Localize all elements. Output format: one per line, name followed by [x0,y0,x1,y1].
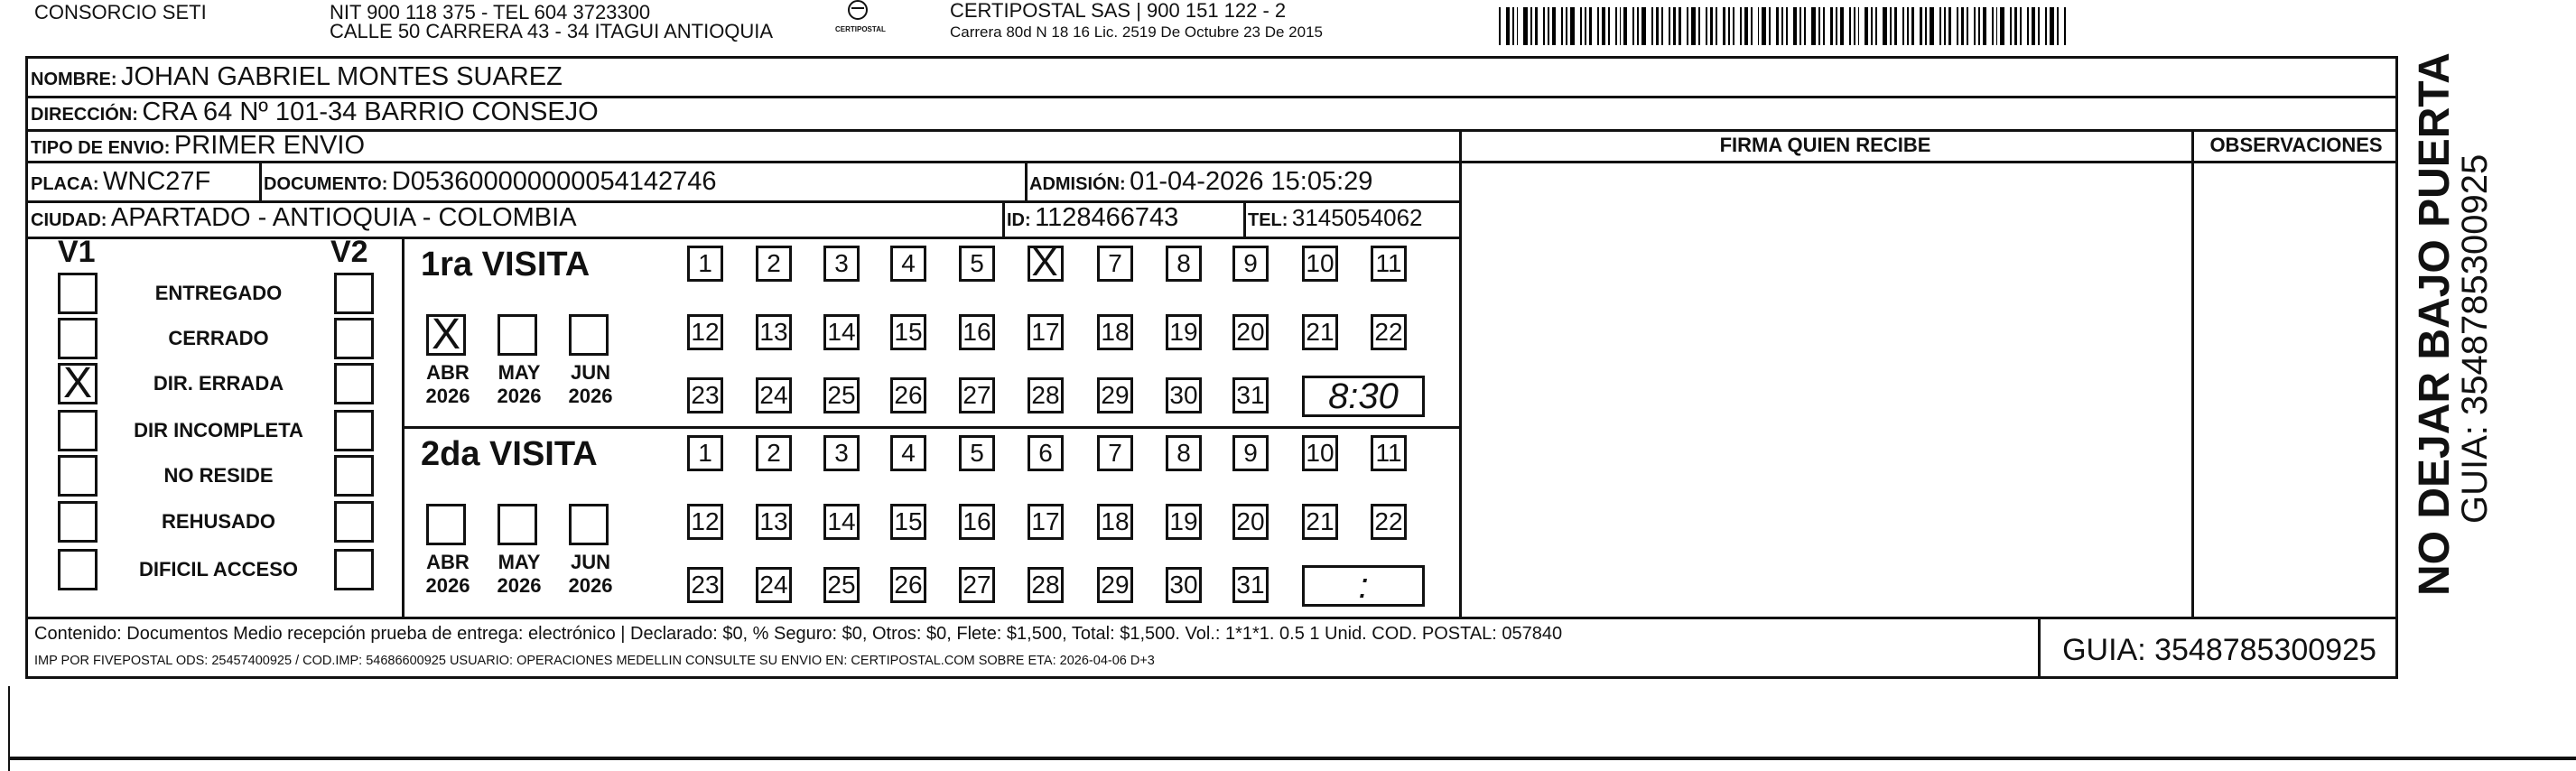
day-box[interactable] [890,504,926,540]
day-number: 25 [827,381,856,409]
status-label: DIFICIL ACCESO [138,558,298,581]
field-tipo-envio [31,130,365,165]
month-year: 2026 [425,574,470,597]
day-box[interactable] [1302,504,1338,540]
status-label: CERRADO [168,327,269,349]
v1-header: V1 [58,235,96,269]
day-number: 5 [970,439,984,467]
side-warning: NO DEJAR BAJO PUERTA [2411,52,2459,596]
day-box[interactable] [756,314,792,350]
day-number: 3 [834,439,849,467]
day-box[interactable] [959,314,995,350]
day-number: 1 [698,249,712,277]
day-number: 20 [1236,507,1265,535]
day-box[interactable] [1371,435,1407,471]
day-number: 25 [827,571,856,599]
day-box[interactable] [1028,240,1064,284]
day-number: 27 [963,571,991,599]
day-box[interactable] [1166,246,1202,282]
tel-value: 3145054062 [1291,204,1423,231]
v2-checkbox[interactable] [334,273,374,314]
field-direccion [31,97,599,132]
day-number: 8 [1176,439,1191,467]
v1-checkbox[interactable] [58,359,98,407]
day-box[interactable] [756,435,792,471]
day-number: 4 [901,439,916,467]
day-box[interactable] [1097,377,1133,413]
day-box[interactable] [1232,246,1269,282]
ciudad-label: CIUDAD: [31,210,107,230]
day-box[interactable] [959,504,995,540]
day-box[interactable] [687,377,723,413]
status-label: ENTREGADO [154,282,283,304]
v2-checkbox[interactable] [334,318,374,359]
day-number: 23 [691,571,720,599]
day-box[interactable] [1232,435,1269,471]
tel-label: TEL: [1248,210,1288,230]
day-number: 15 [894,507,923,535]
day-number: 21 [1306,318,1334,346]
footer-contents: Contenido: Documentos Medio recepción prueba de entrega: electrónico | Declarado: $0, % Seguro: $0, Otros: $0, Flete: $1,500, Total: $1,500. Vol.: 1*1*1. 0.5 1 Unid. COD. POSTAL: 057840 [34,624,1563,644]
v1-checkbox[interactable] [58,273,98,314]
nombre-label: NOMBRE: [31,70,117,89]
field-nombre [31,61,563,97]
month-checkbox[interactable] [498,504,537,545]
day-box[interactable] [687,435,723,471]
day-number: 16 [963,507,991,535]
day-box[interactable] [823,246,860,282]
v1-checkbox[interactable] [58,455,98,497]
day-number: 12 [691,318,720,346]
day-number: 12 [691,507,720,535]
day-number: 28 [1031,381,1060,409]
day-number: 21 [1306,507,1334,535]
field-admision [1029,166,1372,201]
day-number: 27 [963,381,991,409]
v2-checkbox[interactable] [334,549,374,590]
month-label [563,361,618,408]
id-label: ID: [1007,210,1031,230]
month-check-mark: X [431,311,460,358]
logo-text: CERTIPOSTAL [835,25,886,33]
v1-check-mark: X [62,359,92,407]
day-box[interactable] [890,377,926,413]
v2-checkbox[interactable] [334,455,374,497]
month-year: 2026 [497,574,542,597]
ciudad-value: APARTADO - ANTIOQUIA - COLOMBIA [110,203,577,232]
day-box[interactable] [1097,314,1133,350]
day-number: 1 [698,439,712,467]
day-box[interactable] [959,377,995,413]
day-box[interactable] [823,435,860,471]
day-box[interactable] [890,435,926,471]
day-box[interactable] [1097,567,1133,603]
day-number: 22 [1374,507,1403,535]
field-placa [31,166,210,201]
day-number: 29 [1101,571,1130,599]
day-number: 31 [1236,571,1265,599]
day-number: 18 [1101,318,1130,346]
day-number: 9 [1243,439,1258,467]
day-box[interactable] [823,377,860,413]
day-number: 11 [1375,439,1402,467]
day-box[interactable] [959,567,995,603]
day-box[interactable] [1232,314,1269,350]
day-number: 18 [1101,507,1130,535]
v2-checkbox[interactable] [334,410,374,451]
day-box[interactable] [890,246,926,282]
footer-guia: GUIA: 3548785300925 [2062,633,2376,667]
day-box[interactable] [1028,435,1064,471]
day-number: 28 [1031,571,1060,599]
day-number: 7 [1108,249,1122,277]
v2-header: V2 [330,235,368,269]
field-id [1007,202,1178,237]
day-box[interactable] [823,567,860,603]
side-guia: GUIA: 3548785300925 [2455,153,2495,524]
day-box[interactable] [1232,567,1269,603]
day-number: 13 [759,507,788,535]
month-label [492,361,546,408]
month-checkbox[interactable] [498,314,537,356]
status-label: DIR INCOMPLETA [134,419,303,441]
visit-title: 1ra VISITA [421,246,591,283]
day-box[interactable] [890,567,926,603]
day-number: 19 [1169,507,1198,535]
day-box[interactable] [687,567,723,603]
day-box[interactable] [823,504,860,540]
day-number: 24 [759,571,788,599]
day-box[interactable] [1371,246,1407,282]
day-number: 10 [1306,439,1334,467]
day-number: 22 [1374,318,1403,346]
company-name: CONSORCIO SETI [34,1,207,23]
status-label: DIR. ERRADA [153,372,284,395]
v2-checkbox[interactable] [334,363,374,404]
day-number: 19 [1169,318,1198,346]
status-label: NO RESIDE [163,464,274,487]
field-ciudad [31,202,577,237]
company-nit: NIT 900 118 375 - TEL 604 3723300 [330,1,651,23]
day-number: 7 [1108,439,1122,467]
month-checkbox[interactable] [569,504,609,545]
id-value: 1128466743 [1035,203,1179,232]
field-tel [1248,202,1423,237]
day-box[interactable] [1028,377,1064,413]
day-box[interactable] [1302,314,1338,350]
day-number: 5 [970,249,984,277]
v2-checkbox[interactable] [334,501,374,543]
barcode [1499,7,2221,47]
day-box[interactable] [1302,246,1338,282]
tipo-value: PRIMER ENVIO [173,131,366,160]
day-number: 2 [767,439,781,467]
day-number: 6 [1038,439,1053,467]
day-box[interactable] [1232,377,1269,413]
nombre-value: JOHAN GABRIEL MONTES SUAREZ [121,62,563,91]
observaciones-header: OBSERVACIONES [2209,134,2383,156]
day-box[interactable] [1166,314,1202,350]
v1-checkbox[interactable] [58,549,98,590]
month-year: 2026 [568,385,613,407]
day-box[interactable] [756,377,792,413]
month-label [421,361,475,408]
month-year: 2026 [425,385,470,407]
day-box[interactable] [1166,435,1202,471]
v1-checkbox[interactable] [58,410,98,451]
month-name: MAY [498,551,541,573]
month-year: 2026 [568,574,613,597]
placa-value: WNC27F [103,167,211,196]
day-number: 4 [901,249,916,277]
month-name: JUN [570,361,610,384]
documento-label: DOCUMENTO: [264,174,388,194]
day-number: 16 [963,318,991,346]
day-number: 26 [894,381,923,409]
day-number: 17 [1031,318,1060,346]
day-box[interactable] [1097,246,1133,282]
day-number: 20 [1236,318,1265,346]
day-number: 30 [1169,381,1198,409]
day-box[interactable] [890,314,926,350]
day-number: 23 [691,381,720,409]
month-checkbox[interactable] [569,314,609,356]
company-address: CALLE 50 CARRERA 43 - 34 ITAGUI ANTIOQUIA [330,20,774,42]
day-box[interactable] [1166,504,1202,540]
day-number: 17 [1031,507,1060,535]
visit-title: 2da VISITA [421,435,598,473]
v1-checkbox[interactable] [58,318,98,359]
month-label [563,551,618,598]
day-box[interactable] [959,246,995,282]
month-year: 2026 [497,385,542,407]
day-number: 3 [834,249,849,277]
certi-title: CERTIPOSTAL SAS | 900 151 122 - 2 [950,0,1287,22]
admision-label: ADMISIÓN: [1029,174,1126,194]
month-label [492,551,546,598]
day-box[interactable] [687,504,723,540]
day-number: 26 [894,571,923,599]
day-box[interactable] [1371,504,1407,540]
day-box[interactable] [1097,504,1133,540]
direccion-label: DIRECCIÓN: [31,105,138,125]
day-number: 8 [1176,249,1191,277]
day-number: 30 [1169,571,1198,599]
day-box[interactable] [1097,435,1133,471]
direccion-value: CRA 64 Nº 101-34 BARRIO CONSEJO [142,98,599,126]
admision-value: 01-04-2026 15:05:29 [1130,167,1373,196]
day-box[interactable] [1232,504,1269,540]
documento-value: D053600000000054142746 [391,167,717,196]
day-box[interactable] [1166,567,1202,603]
day-number: 31 [1236,381,1265,409]
day-number: 14 [827,507,856,535]
day-check-mark: X [1031,240,1058,284]
firma-header: FIRMA QUIEN RECIBE [1719,134,1931,156]
footer-imp-info: IMP POR FIVEPOSTAL ODS: 25457400925 / COD.IMP: 54686600925 USUARIO: OPERACIONES MEDELLIN CONSULTE SU ENVIO EN: CERTIPOSTAL.COM SOBRE ETA: 2026-04-06 D+3 [34,654,1155,668]
day-box[interactable] [959,435,995,471]
v1-checkbox[interactable] [58,501,98,543]
day-number: 24 [759,381,788,409]
day-box[interactable] [756,504,792,540]
day-box[interactable] [1302,435,1338,471]
placa-label: PLACA: [31,174,99,194]
month-name: MAY [498,361,541,384]
day-box[interactable] [1166,377,1202,413]
status-label: REHUSADO [162,510,275,533]
month-checkbox[interactable] [426,504,466,545]
day-box[interactable] [756,567,792,603]
day-box[interactable] [756,246,792,282]
day-number: 13 [759,318,788,346]
field-documento [264,166,717,201]
certi-address: Carrera 80d N 18 16 Lic. 2519 De Octubre 23 De 2015 [950,23,1323,41]
day-number: 14 [827,318,856,346]
day-number: 11 [1375,249,1402,277]
day-number: 15 [894,318,923,346]
day-box[interactable] [1028,314,1064,350]
day-number: 29 [1101,381,1130,409]
time-box[interactable]: 8:30 [1302,376,1425,417]
day-box[interactable] [823,314,860,350]
day-number: 2 [767,249,781,277]
certipostal-logo [835,0,886,43]
month-name: JUN [570,551,610,573]
month-name: ABR [426,361,470,384]
month-checkbox[interactable] [426,311,466,358]
time-box[interactable]: : [1302,565,1425,607]
day-number: 9 [1243,249,1258,277]
day-box[interactable] [687,314,723,350]
tipo-label: TIPO DE ENVIO: [31,138,171,158]
day-box[interactable] [1028,567,1064,603]
month-name: ABR [426,551,470,573]
day-box[interactable] [1371,314,1407,350]
day-box[interactable] [1028,504,1064,540]
day-box[interactable] [687,246,723,282]
month-label [421,551,475,598]
day-number: 10 [1306,249,1334,277]
